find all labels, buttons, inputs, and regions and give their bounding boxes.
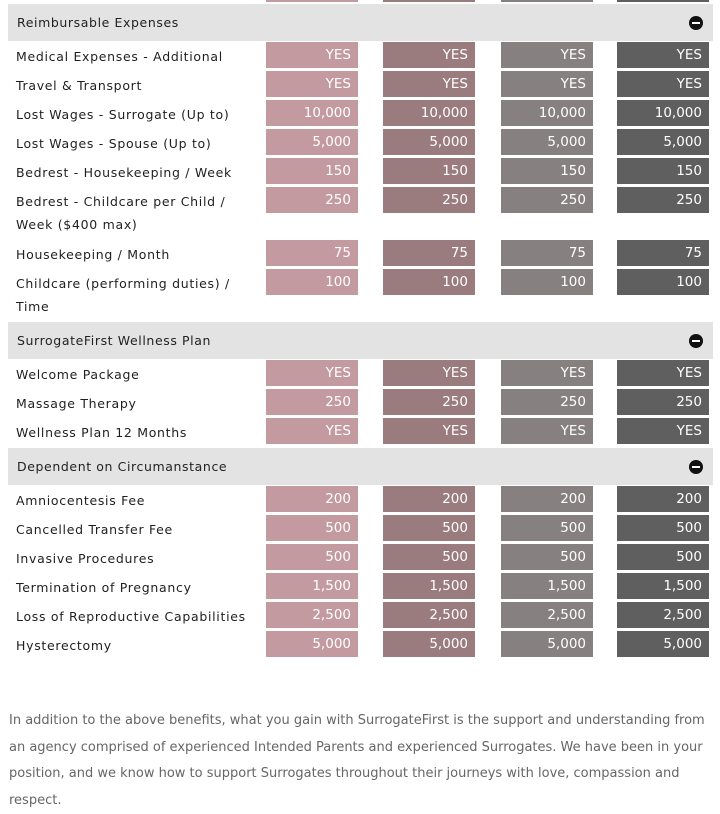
plan-2-value: 250 — [383, 389, 475, 415]
plan-4-value: YES — [617, 418, 709, 444]
plan-3-value: 500 — [501, 544, 593, 570]
minus-circle-icon[interactable] — [689, 460, 703, 474]
plan-3-value: 200 — [501, 486, 593, 512]
plan-3-value: 500 — [501, 515, 593, 541]
plan-3-value: 10,000 — [501, 100, 593, 126]
plan-3-value: 250 — [501, 187, 593, 213]
row-label: Hysterectomy — [16, 638, 112, 653]
prev-row-cell — [617, 0, 709, 2]
benefits-footer-text: In addition to the above benefits, what you gain with SurrogateFirst is the support and understanding from an agency comprised of experienced Intended Parents and experienced Surrogates. We have been in your position, and we know how to support Surrogates throughout their journeys with love, compassion and respect. — [9, 713, 705, 808]
plan-4-value: 500 — [617, 515, 709, 541]
section-header-dependent-on-circumstance[interactable] — [8, 448, 713, 485]
minus-circle-icon[interactable] — [689, 334, 703, 348]
section-header-wellness-plan[interactable] — [8, 322, 713, 359]
row-label: Housekeeping / Month — [16, 247, 170, 262]
plan-1-value: 75 — [266, 240, 358, 266]
plan-2-value: YES — [383, 42, 475, 68]
plan-3-value: 5,000 — [501, 129, 593, 155]
row-label: Bedrest - Childcare per Child / Week ($400 max) — [16, 194, 226, 232]
plan-1-value: 5,000 — [266, 631, 358, 657]
row-label: Invasive Procedures — [16, 551, 155, 566]
row-label: Termination of Pregnancy — [16, 580, 192, 595]
plan-1-value: YES — [266, 71, 358, 97]
plan-4-value: 10,000 — [617, 100, 709, 126]
plan-3-value: YES — [501, 418, 593, 444]
section-header-reimbursable-expenses[interactable] — [8, 4, 713, 41]
plan-2-value: 1,500 — [383, 573, 475, 599]
plan-1-value: YES — [266, 42, 358, 68]
plan-4-value: 250 — [617, 187, 709, 213]
plan-1-value: 150 — [266, 158, 358, 184]
section-title: Reimbursable Expenses — [17, 15, 179, 30]
row-label: Wellness Plan 12 Months — [16, 425, 188, 440]
row-label: Amniocentesis Fee — [16, 493, 146, 508]
row-label: Welcome Package — [16, 367, 140, 382]
plan-2-value: 5,000 — [383, 631, 475, 657]
plan-4-value: YES — [617, 71, 709, 97]
plan-3-value: 1,500 — [501, 573, 593, 599]
plan-2-value: 250 — [383, 187, 475, 213]
plan-4-value: YES — [617, 360, 709, 386]
row-label: Cancelled Transfer Fee — [16, 522, 173, 537]
plan-2-value: 75 — [383, 240, 475, 266]
plan-2-value: 10,000 — [383, 100, 475, 126]
plan-3-value: 150 — [501, 158, 593, 184]
plan-4-value: 250 — [617, 389, 709, 415]
prev-row-cell — [383, 0, 475, 2]
plan-4-value: 150 — [617, 158, 709, 184]
plan-4-value: 75 — [617, 240, 709, 266]
row-label: Childcare (performing duties) / Time — [16, 276, 230, 314]
plan-3-value: 2,500 — [501, 602, 593, 628]
plan-3-value: YES — [501, 42, 593, 68]
row-label: Bedrest - Housekeeping / Week — [16, 165, 232, 180]
plan-1-value: 200 — [266, 486, 358, 512]
plan-2-value: 2,500 — [383, 602, 475, 628]
prev-row-cell — [266, 0, 358, 2]
plan-1-value: 500 — [266, 544, 358, 570]
plan-1-value: 250 — [266, 187, 358, 213]
plan-3-value: 75 — [501, 240, 593, 266]
plan-2-value: 100 — [383, 269, 475, 295]
plan-2-value: YES — [383, 71, 475, 97]
row-label: Lost Wages - Surrogate (Up to) — [16, 107, 230, 122]
plan-2-value: YES — [383, 418, 475, 444]
plan-1-value: 250 — [266, 389, 358, 415]
plan-2-value: YES — [383, 360, 475, 386]
plan-2-value: 150 — [383, 158, 475, 184]
plan-2-value: 5,000 — [383, 129, 475, 155]
row-label: Medical Expenses - Additional — [16, 49, 223, 64]
plan-4-value: 1,500 — [617, 573, 709, 599]
plan-2-value: 500 — [383, 544, 475, 570]
plan-3-value: YES — [501, 71, 593, 97]
plan-1-value: 5,000 — [266, 129, 358, 155]
plan-3-value: 5,000 — [501, 631, 593, 657]
plan-3-value: 100 — [501, 269, 593, 295]
plan-1-value: 500 — [266, 515, 358, 541]
plan-1-value: YES — [266, 360, 358, 386]
prev-row-cell — [501, 0, 593, 2]
row-label: Travel & Transport — [16, 78, 143, 93]
plan-1-value: 1,500 — [266, 573, 358, 599]
section-title: Dependent on Circumanstance — [17, 459, 228, 474]
plan-2-value: 500 — [383, 515, 475, 541]
plan-4-value: 500 — [617, 544, 709, 570]
plan-4-value: 200 — [617, 486, 709, 512]
plan-4-value: YES — [617, 42, 709, 68]
plan-4-value: 5,000 — [617, 631, 709, 657]
plan-4-value: 2,500 — [617, 602, 709, 628]
minus-circle-icon[interactable] — [689, 16, 703, 30]
plan-1-value: 2,500 — [266, 602, 358, 628]
plan-3-value: 250 — [501, 389, 593, 415]
row-label: Loss of Reproductive Capabilities — [16, 609, 246, 624]
plan-4-value: 100 — [617, 269, 709, 295]
plan-3-value: YES — [501, 360, 593, 386]
plan-1-value: 10,000 — [266, 100, 358, 126]
row-label: Lost Wages - Spouse (Up to) — [16, 136, 212, 151]
plan-1-value: 100 — [266, 269, 358, 295]
plan-4-value: 5,000 — [617, 129, 709, 155]
section-title: SurrogateFirst Wellness Plan — [17, 333, 212, 348]
plan-1-value: YES — [266, 418, 358, 444]
plan-2-value: 200 — [383, 486, 475, 512]
row-label: Massage Therapy — [16, 396, 137, 411]
